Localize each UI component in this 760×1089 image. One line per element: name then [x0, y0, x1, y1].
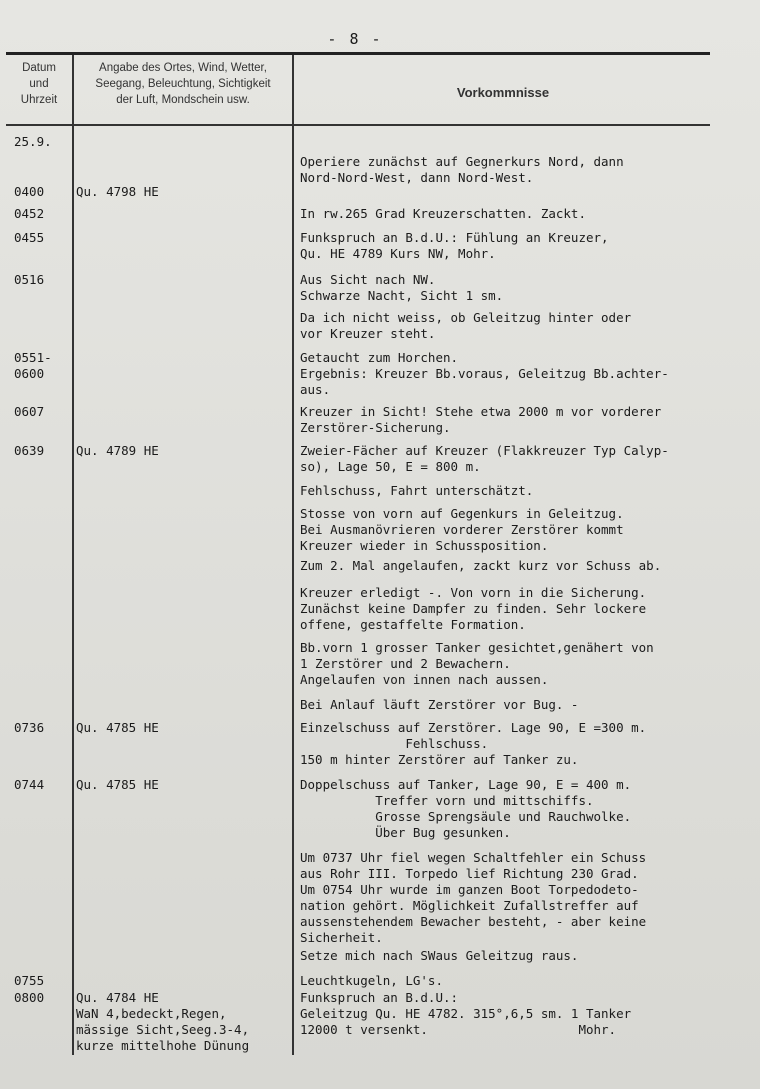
row-time: 0400 [14, 184, 45, 199]
row-time: 0736 [14, 720, 45, 735]
row-event: Setze mich nach SWaus Geleitzug raus. [300, 948, 579, 963]
row-event: Um 0737 Uhr fiel wegen Schaltfehler ein Schuss aus Rohr III. Torpedo lief Richtung 230 Grad. Um 0754 Uhr wurde im ganzen Boot Torpedodeto- nation gehört. Möglichkeit Zufallstreffer auf aussenstehendem Bewacher besteht, - aber keine Sicherheit. [300, 850, 647, 945]
row-time: 25.9. [14, 134, 52, 149]
row-time: 0639 [14, 443, 45, 458]
row-time: 0800 [14, 990, 45, 1005]
row-event: Bb.vorn 1 grosser Tanker gesichtet,genähert von 1 Zerstörer und 2 Bewachern. Angelaufen von innen nach aussen. [300, 640, 654, 687]
row-time: 0755 [14, 973, 45, 988]
row-event: Funkspruch an B.d.U.: Fühlung an Kreuzer, Qu. HE 4789 Kurs NW, Mohr. [300, 230, 609, 261]
row-event: In rw.265 Grad Kreuzerschatten. Zackt. [300, 206, 586, 221]
row-time: 0452 [14, 206, 45, 221]
row-event: Bei Anlauf läuft Zerstörer vor Bug. - [300, 697, 579, 712]
row-event: Kreuzer in Sicht! Stehe etwa 2000 m vor vorderer Zerstörer-Sicherung. [300, 404, 662, 435]
row-event: Funkspruch an B.d.U.: Geleitzug Qu. HE 4782. 315°,6,5 sm. 1 Tanker 12000 t versenkt. Mohr. [300, 990, 632, 1037]
row-event: Leuchtkugeln, LG's. [300, 973, 443, 988]
row-location: Qu. 4798 HE [76, 184, 159, 199]
top-rule [6, 52, 710, 55]
row-event: Einzelschuss auf Zerstörer. Lage 90, E =300 m. Fehlschuss. 150 m hinter Zerstörer auf Tanker zu. [300, 720, 647, 767]
row-time: 0516 [14, 272, 45, 287]
row-event: Operiere zunächst auf Gegnerkurs Nord, dann Nord-Nord-West, dann Nord-West. [300, 154, 624, 185]
row-location: Qu. 4785 HE [76, 720, 159, 735]
row-event: Fehlschuss, Fahrt unterschätzt. [300, 483, 534, 498]
header-rule [6, 124, 710, 126]
column-divider-place [292, 55, 294, 1055]
row-event: Aus Sicht nach NW. Schwarze Nacht, Sicht 1 sm. [300, 272, 504, 303]
row-location: Qu. 4784 HE WaN 4,bedeckt,Regen, mässige Sicht,Seeg.3-4, kurze mittelhohe Dünung [76, 990, 250, 1053]
row-location: Qu. 4789 HE [76, 443, 159, 458]
row-time: 0551- [14, 350, 52, 365]
row-event: Ergebnis: Kreuzer Bb.voraus, Geleitzug Bb.achter- aus. [300, 366, 669, 397]
row-time: 0455 [14, 230, 45, 245]
row-event: Getaucht zum Horchen. [300, 350, 459, 365]
row-time: 0744 [14, 777, 45, 792]
row-event: Da ich nicht weiss, ob Geleitzug hinter oder vor Kreuzer steht. [300, 310, 632, 341]
row-event: Doppelschuss auf Tanker, Lage 90, E = 400 m. Treffer vorn und mittschiffs. Grosse Sprengsäule und Rauchwolke. Über Bug gesunken. [300, 777, 632, 840]
row-time: 0600 [14, 366, 45, 381]
row-event: Kreuzer erledigt -. Von vorn in die Sicherung. Zunächst keine Dampfer zu finden. Sehr lockere offene, gestaffelte Formation. [300, 585, 647, 632]
row-location: Qu. 4785 HE [76, 777, 159, 792]
row-event: Zum 2. Mal angelaufen, zackt kurz vor Schuss ab. [300, 558, 662, 573]
row-time: 0607 [14, 404, 45, 419]
row-event: Zweier-Fächer auf Kreuzer (Flakkreuzer Typ Calyp- so), Lage 50, E = 800 m. [300, 443, 669, 474]
column-divider-date [72, 55, 74, 1055]
header-events: Vorkommnisse [456, 85, 550, 100]
header-place: Angabe des Ortes, Wind, Wetter, Seegang, Beleuchtung, Sichtigkeit der Luft, Mondschein usw. [95, 62, 271, 106]
page-number: - 8 - [327, 30, 383, 48]
header-date: Datum und Uhrzeit [20, 62, 58, 106]
row-event: Stosse von vorn auf Gegenkurs in Geleitzug. Bei Ausmanövrieren vorderer Zerstörer kommt Kreuzer wieder in Schussposition. [300, 506, 624, 553]
